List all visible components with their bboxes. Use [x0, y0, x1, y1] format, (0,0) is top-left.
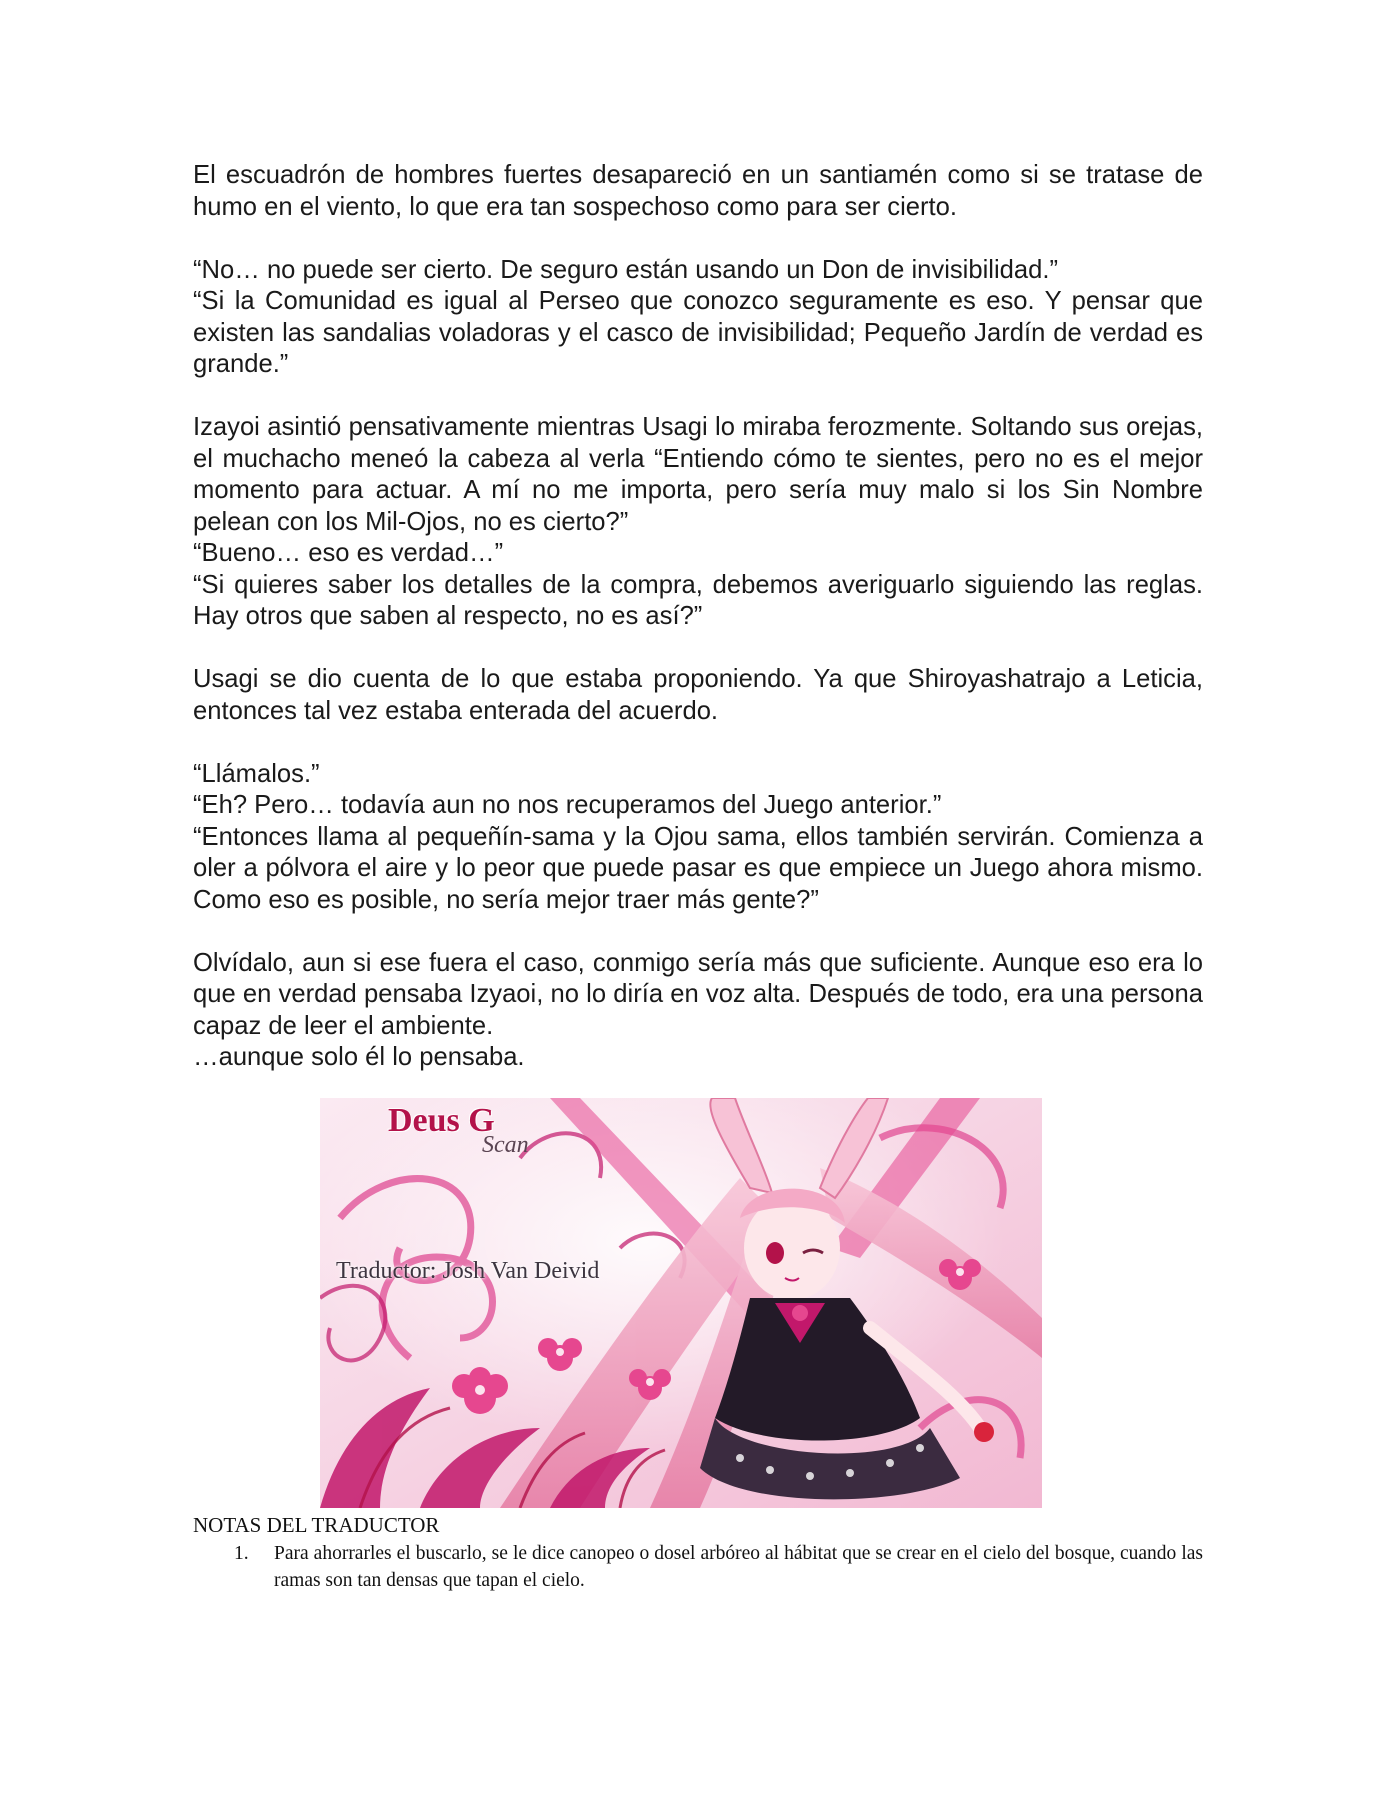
text-line: “Bueno… eso es verdad…” [193, 539, 504, 567]
text-line: …aunque solo él lo pensaba. [193, 1043, 525, 1071]
text-line: “Eh? Pero… todavía aun no nos recuperamos del Juego anterior.” [193, 791, 942, 819]
text-line: El escuadrón de hombres fuertes desapareció en un santiamén como si se tratase de humo en el viento, lo que era tan sospechoso como para ser cierto. [193, 161, 1203, 221]
text-line: Usagi se dio cuenta de lo que estaba proponiendo. Ya que Shiroyashatrajo a Leticia, entonces tal vez estaba enterada del acuerdo. [193, 665, 1203, 725]
notes-heading: NOTAS DEL TRADUCTOR [193, 1513, 440, 1537]
paragraph [193, 948, 1203, 1074]
paragraph-gap [193, 727, 1203, 759]
paragraph [193, 664, 1203, 727]
anime-illustration-art [320, 1098, 1042, 1508]
text-line: Olvídalo, aun si ese fuera el caso, conmigo sería más que suficiente. Aunque eso era lo que en verdad pensaba Izyaoi, no lo diría en voz alta. Después de todo, era una persona capaz de leer el ambiente. [193, 948, 1203, 1040]
note-text: Para ahorrarles el buscarlo, se le dice canopeo o dosel arbóreo al hábitat que se crear en el cielo del bosque, cuando las ramas son tan densas que tapan el cielo. [274, 1543, 1203, 1591]
paragraph [193, 160, 1203, 223]
paragraph-gap [193, 633, 1203, 665]
text-line: Izayoi asintió pensativamente mientras Usagi lo miraba ferozmente. Soltando sus orejas, el muchacho meneó la cabeza al verla “Entiendo cómo te sientes, pero no es el mejor momento para actuar. A mí no me importa, pero sería muy malo si los Sin Nombre pelean con los Mil-Ojos, no es cierto?” [193, 413, 1203, 536]
paragraph-gap [193, 916, 1203, 948]
paragraph [193, 759, 1203, 917]
paragraph [193, 255, 1203, 381]
text-line: “No… no puede ser cierto. De seguro están usando un Don de invisibilidad.” [193, 255, 1059, 284]
illustration [320, 1098, 1042, 1508]
paragraph-gap [193, 381, 1203, 413]
note-item [193, 1540, 1203, 1594]
notes-list [193, 1540, 1203, 1594]
body-text [193, 160, 1203, 1074]
text-line: “Si quieres saber los detalles de la compra, debemos averiguarlo siguiendo las reglas. Hay otros que saben al respecto, no es así?” [193, 570, 1203, 630]
paragraph [193, 412, 1203, 633]
watermark-title: Deus G [388, 1102, 495, 1139]
text-line: “Entonces llama al pequeñín-sama y la Ojou sama, ellos también servirán. Comienza a oler a pólvora el aire y lo peor que puede pasar es que empiece un Juego ahora mismo. Como eso es posible, no sería mejor traer más gente?” [193, 822, 1203, 914]
text-line: “Si la Comunidad es igual al Perseo que conozco seguramente es eso. Y pensar que existen las sandalias voladoras y el casco de invisibilidad; Pequeño Jardín de verdad es grande.” [193, 287, 1203, 378]
paragraph-gap [193, 223, 1203, 255]
translator-credit: Traductor: Josh Van Deivid [336, 1258, 600, 1284]
text-line: “Llámalos.” [193, 759, 320, 788]
watermark-subtitle: Scan [482, 1132, 529, 1158]
note-number: 1. [234, 1543, 249, 1564]
